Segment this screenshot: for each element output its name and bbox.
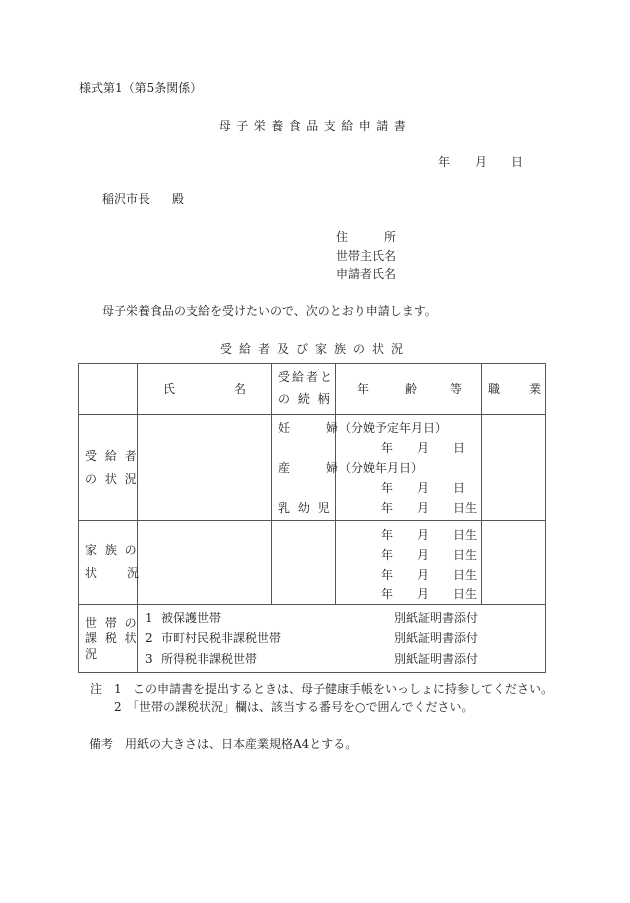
remarks-label: 備考 (89, 737, 114, 751)
infant-birth-ymd: 年 月 日生 (381, 501, 478, 515)
family-birth-ymd: 年 月 日生 (381, 568, 478, 582)
postpartum-label: 産 婦 (278, 461, 339, 475)
note-num: 2 (114, 700, 122, 714)
notes-label: 注 (90, 682, 103, 696)
header-relation: 受給者と (278, 370, 335, 384)
header-job2: 業 (529, 382, 542, 396)
applicant-name-label: 申請者氏名 (336, 267, 397, 281)
header-relation2: の 続 柄 (278, 392, 332, 406)
statement: 母子栄養食品の支給を受けたいので、次のとおり申請します。 (102, 304, 437, 318)
header-age2: 齢 (405, 382, 418, 396)
tax-label: 世 帯 の (85, 616, 139, 630)
header-age: 年 (357, 382, 370, 396)
recipient-label2: の 状 況 (85, 472, 139, 486)
tax-item-text: 市町村民税非課税世帯 (161, 631, 282, 645)
family-birth-ymd: 年 月 日生 (381, 548, 478, 562)
header-name2: 名 (234, 382, 247, 396)
birth-date-ymd: 年 月 日 (381, 481, 466, 495)
date-year: 年 (438, 155, 451, 169)
tax-item-text: 被保護世帯 (161, 611, 222, 625)
pregnant-label: 妊 婦 (278, 421, 339, 435)
birth-date-label: （分娩年月日） (339, 461, 424, 475)
address-label: 住 所 (336, 230, 397, 244)
note-num: 1 (114, 682, 122, 696)
addressee-name: 稲沢市長 (102, 192, 151, 206)
addressee-honorific: 殿 (172, 192, 185, 206)
note-text: 「世帯の課税状況」欄は、該当する番号を○で囲んでください。 (127, 700, 474, 714)
tax-item-note: 別紙証明書添付 (394, 611, 479, 625)
tax-label3: 況 (85, 647, 98, 661)
header-job: 職 (488, 382, 501, 396)
header-name: 氏 (163, 382, 176, 396)
page-title: 母子栄養食品支給申請書 (218, 119, 412, 133)
family-birth-ymd: 年 月 日生 (381, 587, 478, 601)
tax-item-num: 3 (145, 652, 153, 666)
form-number: 様式第1（第5条関係） (79, 81, 203, 95)
date-day: 日 (511, 155, 524, 169)
family-label: 家 族 の (85, 543, 139, 557)
tax-item-note: 別紙証明書添付 (394, 631, 479, 645)
due-date-ymd: 年 月 日 (381, 441, 466, 455)
tax-item-note: 別紙証明書添付 (394, 652, 479, 666)
household-head-label: 世帯主氏名 (336, 249, 397, 263)
recipient-label: 受 給 者 (85, 449, 139, 463)
note-text: この申請書を提出するときは、母子健康手帳をいっしょに持参してください。 (133, 682, 554, 696)
tax-item-num: 2 (145, 631, 153, 645)
date-month: 月 (475, 155, 488, 169)
table-title: 受給者及び家族の状況 (219, 342, 411, 356)
infant-label: 乳 幼 児 (278, 501, 332, 515)
tax-label2: 課 税 状 (85, 631, 139, 645)
header-age3: 等 (450, 382, 463, 396)
remarks-text: 用紙の大きさは、日本産業規格A4とする。 (125, 737, 358, 751)
family-label2: 状 況 (85, 566, 142, 580)
tax-item-text: 所得税非課税世帯 (161, 652, 258, 666)
tax-item-num: 1 (145, 611, 153, 625)
due-date-label: （分娩予定年月日） (339, 421, 448, 435)
family-birth-ymd: 年 月 日生 (381, 528, 478, 542)
